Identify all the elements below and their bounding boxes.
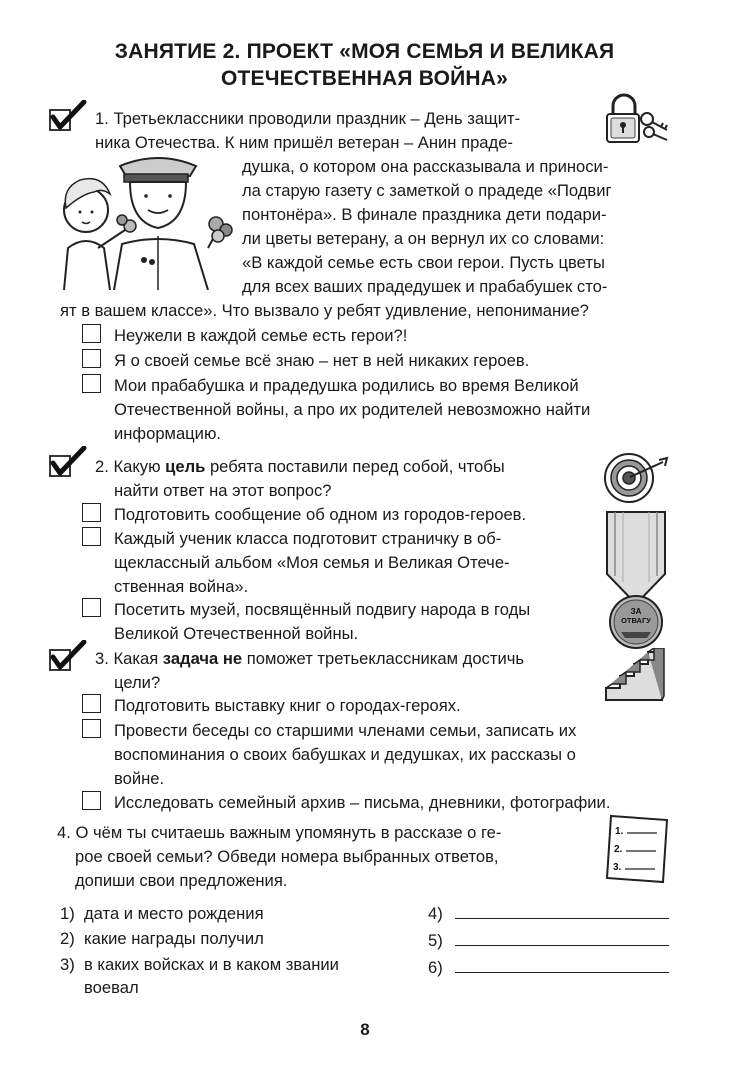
task3-option2-line1: Провести беседы со старшими членами семьи, записать их xyxy=(114,721,577,740)
task1-option3-line2: Отечественной войны, а про их родителей невозможно найти xyxy=(114,400,591,419)
answer-3-number: 3) xyxy=(60,955,75,974)
title-line-2: ОТЕЧЕСТВЕННАЯ ВОЙНА» xyxy=(220,67,509,90)
lock-keys-icon xyxy=(603,92,671,151)
task4-line-1: 4. О чём ты считаешь важным упомянуть в рассказе о ге- xyxy=(57,823,502,842)
task1-option1-checkbox[interactable] xyxy=(82,324,101,343)
blank-6-line[interactable] xyxy=(455,972,669,973)
task1-line-7: «В каждой семье есть свои герои. Пусть цветы xyxy=(242,253,605,272)
task1-line-4: ла старую газету с заметкой о прадеде «Подвиг xyxy=(242,181,612,200)
answer-3-text: в каких войсках и в каком звании xyxy=(84,955,339,974)
task2-option2-line2: щеклассный альбом «Моя семья и Великая Отече- xyxy=(114,553,510,572)
task2-option1-text: Подготовить сообщение об одном из городов-героев. xyxy=(114,505,527,524)
task3-prefix: 3. Какая xyxy=(95,649,163,668)
task2-option3-line1: Посетить музей, посвящённый подвигу народа в годы xyxy=(114,600,531,619)
numbered-list-icon xyxy=(605,814,669,889)
task2-question-line1 xyxy=(95,455,505,479)
page-number: 8 xyxy=(360,1020,370,1039)
task1-line-9: ят в вашем классе». Что вызвало у ребят удивление, непонимание? xyxy=(60,301,589,320)
title-line-1: ЗАНЯТИЕ 2. ПРОЕКТ «МОЯ СЕМЬЯ И ВЕЛИКАЯ xyxy=(114,40,615,63)
veteran-girl-illustration xyxy=(58,148,238,295)
task2-option2-line3: ственная война». xyxy=(114,577,249,596)
blank-5-number: 5) xyxy=(428,931,443,950)
medal-text-1: ЗА xyxy=(630,607,642,616)
task3-question-line1 xyxy=(95,647,524,671)
task1-line-8: для всех ваших прадедушек и прабабушек сто- xyxy=(242,277,608,296)
task2-option1-checkbox[interactable] xyxy=(82,503,101,522)
task1-option2-checkbox[interactable] xyxy=(82,349,101,368)
checkmark-icon xyxy=(48,446,88,478)
task1-option3-line1: Мои прабабушка и прадедушка родились во время Великой xyxy=(114,376,579,395)
medal-icon xyxy=(601,510,671,655)
answer-2-text: какие награды получил xyxy=(84,929,264,948)
task2-option3-checkbox[interactable] xyxy=(82,598,101,617)
task1-option3-line3: информацию. xyxy=(114,424,222,443)
stairs-icon xyxy=(604,648,666,707)
task1-option3-checkbox[interactable] xyxy=(82,374,101,393)
list-card-2: 2. xyxy=(614,844,623,855)
blank-5-line[interactable] xyxy=(455,945,669,946)
task3-suffix: поможет третьеклассникам достичь xyxy=(242,649,525,668)
task2-option3-line2: Великой Отечественной войны. xyxy=(114,624,359,643)
task3-option2-line2: воспоминания о своих бабушках и дедушках, их рассказы о xyxy=(114,745,576,764)
list-card-1: 1. xyxy=(615,826,624,837)
task3-option2-checkbox[interactable] xyxy=(82,719,101,738)
task2-prefix: 2. Какую xyxy=(95,457,166,476)
task3-option3-checkbox[interactable] xyxy=(82,791,101,810)
task3-bold-word: задача не xyxy=(162,649,243,668)
target-icon xyxy=(603,452,669,509)
task2-bold-word: цель xyxy=(165,457,206,476)
answer-1-number: 1) xyxy=(60,904,75,923)
task2-option2-line1: Каждый ученик класса подготовит страничку в об- xyxy=(114,529,502,548)
checkmark-icon xyxy=(48,100,88,132)
task2-option2-checkbox[interactable] xyxy=(82,527,101,546)
task3-option1-checkbox[interactable] xyxy=(82,694,101,713)
task3-option3-text: Исследовать семейный архив – письма, дневники, фотографии. xyxy=(114,793,611,812)
task2-suffix: ребята поставили перед собой, чтобы xyxy=(205,457,505,476)
medal-text-2: ОТВАГУ xyxy=(621,616,651,625)
answer-2-number: 2) xyxy=(60,929,75,948)
task4-line-3: допиши свои предложения. xyxy=(75,871,288,890)
task2-question-line2: найти ответ на этот вопрос? xyxy=(114,481,332,500)
page-title xyxy=(60,38,669,92)
answer-1-text: дата и место рождения xyxy=(84,904,264,923)
task1-line-2: ника Отечества. К ним пришёл ветеран – Анин праде- xyxy=(95,133,513,152)
task1-line-1: 1. Третьеклассники проводили праздник – День защит- xyxy=(95,109,521,128)
answer-3-text-line2: воевал xyxy=(84,978,139,997)
blank-4-number: 4) xyxy=(428,904,443,923)
task1-line-6: ли цветы ветерану, а он вернул их со словами: xyxy=(242,229,605,248)
task3-option2-line3: войне. xyxy=(114,769,165,788)
list-card-3: 3. xyxy=(613,862,622,873)
task1-option2-text: Я о своей семье всё знаю – нет в ней никаких героев. xyxy=(114,351,530,370)
task1-line-3: душка, о котором она рассказывала и приноси- xyxy=(242,157,609,176)
checkmark-icon xyxy=(48,640,88,672)
task4-line-2: рое своей семьи? Обведи номера выбранных ответов, xyxy=(75,847,499,866)
blank-4-line[interactable] xyxy=(455,918,669,919)
task1-line-5: понтонёра». В финале праздника дети подари- xyxy=(242,205,607,224)
task3-option1-text: Подготовить выставку книг о городах-героях. xyxy=(114,696,461,715)
task3-question-line2: цели? xyxy=(114,673,161,692)
task1-option1-text: Неужели в каждой семье есть герои?! xyxy=(114,326,408,345)
blank-6-number: 6) xyxy=(428,958,443,977)
